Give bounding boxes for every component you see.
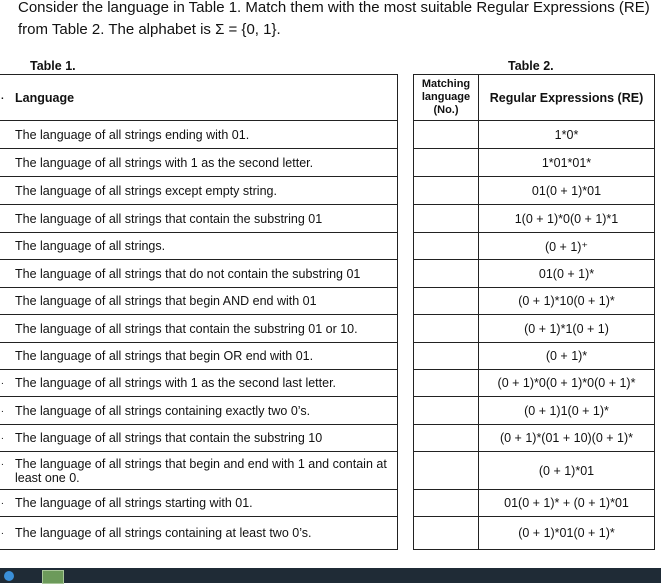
regex-cell: 1*01*01* [479,149,655,177]
matching-cell[interactable] [414,288,479,315]
language-text: The language of all strings with 1 as the second letter. [15,155,314,170]
matching-cell[interactable] [414,425,479,452]
language-text: The language of all strings containing at least two 0’s. [15,526,312,540]
regex-row [414,288,655,315]
language-cell: . The language of all strings containing at least two 0’s. [0,517,398,550]
language-text: The language of all strings that begin OR end with 01. [15,349,314,363]
language-text: The language of all strings except empty string. [15,183,277,198]
regex-row [414,490,655,517]
language-cell [0,343,398,370]
regex-row [414,260,655,288]
regex-row [414,149,655,177]
browser-icon[interactable] [4,571,14,581]
regex-cell: 01(0 + 1)* [479,260,655,288]
language-row [0,343,398,370]
regex-row [414,397,655,425]
regex-cell: 1*0* [479,121,655,149]
language-cell [0,233,398,260]
problem-statement [18,0,658,41]
matching-cell[interactable] [414,343,479,370]
language-cell: . The language of all strings that begin and end with 1 and contain at least one 0. [0,452,398,490]
regex-row [414,425,655,452]
matching-cell[interactable] [414,177,479,205]
language-text: The language of all strings with 1 as the second last letter. [15,376,337,390]
language-table [0,74,398,550]
app-icon[interactable] [42,570,64,584]
language-cell [0,260,398,288]
regex-cell: (0 + 1)*1(0 + 1) [479,315,655,343]
regex-table [413,74,655,550]
regex-row [414,343,655,370]
regex-cell: (0 + 1)*0(0 + 1)*0(0 + 1)* [479,370,655,397]
language-header-label: Language [15,90,75,105]
language-cell [0,205,398,233]
regex-cell: (0 + 1)*01(0 + 1)* [479,517,655,550]
language-text: The language of all strings that do not contain the substring 01 [15,266,361,281]
language-text: The language of all strings that contain the substring 10 [15,431,323,445]
language-row [0,397,398,425]
matching-cell[interactable] [414,233,479,260]
language-row [0,205,398,233]
matching-cell[interactable] [414,397,479,425]
intro-line-1: Consider the language in Table 1. Match them with the most suitable Regular Expressions (RE) [18,0,650,16]
language-text: The language of all strings that begin and end with 1 and contain at least one 0. [15,456,387,485]
table1-caption: Table 1. [30,59,76,73]
matching-cell[interactable] [414,121,479,149]
language-row [0,490,398,517]
matching-cell[interactable] [414,490,479,517]
matching-cell[interactable] [414,149,479,177]
language-cell [0,315,398,343]
language-text: The language of all strings ending with 01. [15,127,250,142]
regex-cell: (0 + 1)⁺ [479,233,655,260]
language-cell: . The language of all strings starting with 01. [0,490,398,517]
regex-cell: 01(0 + 1)*01 [479,177,655,205]
regex-cell: (0 + 1)*(01 + 10)(0 + 1)* [479,425,655,452]
language-cell: . The language of all strings containing exactly two 0’s. [0,397,398,425]
matching-cell[interactable] [414,370,479,397]
matching-cell[interactable] [414,260,479,288]
language-header: . Language [0,75,398,121]
language-row [0,121,398,149]
language-cell: . The language of all strings that contain the substring 10 [0,425,398,452]
language-cell [0,121,398,149]
language-text: The language of all strings starting with 01. [15,496,253,510]
language-row [0,177,398,205]
language-text: The language of all strings. [15,239,166,253]
language-row [0,370,398,397]
language-row [0,315,398,343]
regex-row [414,233,655,260]
regex-cell: (0 + 1)*01 [479,452,655,490]
language-row [0,233,398,260]
language-row [0,288,398,315]
regex-cell: (0 + 1)*10(0 + 1)* [479,288,655,315]
regex-header: Regular Expressions (RE) [479,75,655,121]
language-text: The language of all strings that begin AND end with 01 [15,294,317,308]
regex-row [414,517,655,550]
regex-row [414,177,655,205]
regex-row [414,205,655,233]
regex-row [414,452,655,490]
language-cell [0,149,398,177]
language-row [0,425,398,452]
matching-cell[interactable] [414,315,479,343]
regex-cell: (0 + 1)* [479,343,655,370]
language-text: The language of all strings that contain the substring 01 [15,211,323,226]
language-cell: . The language of all strings with 1 as the second last letter. [0,370,398,397]
matching-cell[interactable] [414,205,479,233]
language-text: The language of all strings that contain the substring 01 or 10. [15,321,358,336]
language-row [0,517,398,550]
intro-line-2: from Table 2. The alphabet is Σ = {0, 1}. [18,21,281,38]
matching-header: Matching language (No.) [414,75,479,121]
taskbar [0,568,661,583]
regex-cell: 1(0 + 1)*0(0 + 1)*1 [479,205,655,233]
regex-cell: 01(0 + 1)* + (0 + 1)*01 [479,490,655,517]
regex-row [414,370,655,397]
language-row [0,260,398,288]
language-row [0,149,398,177]
language-cell [0,288,398,315]
regex-cell: (0 + 1)1(0 + 1)* [479,397,655,425]
regex-row [414,315,655,343]
language-text: The language of all strings containing exactly two 0’s. [15,403,311,418]
language-row [0,452,398,490]
table2-caption: Table 2. [508,59,554,73]
matching-cell[interactable] [414,517,479,550]
regex-row [414,121,655,149]
language-cell [0,177,398,205]
matching-cell[interactable] [414,452,479,490]
